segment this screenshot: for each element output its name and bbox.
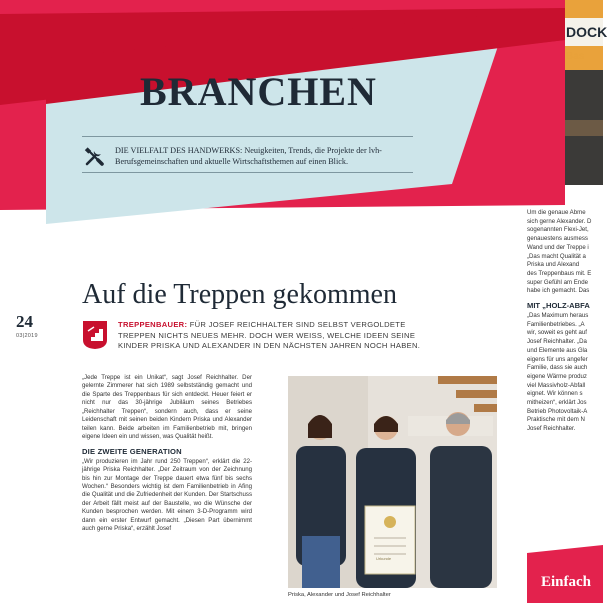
certificate-label: Urkunde — [376, 556, 392, 561]
subtitle-rule-top — [82, 136, 413, 137]
column-line: Josef Reichhalter. — [527, 425, 576, 433]
column-subheading: MIT „HOLZ-ABFA — [527, 301, 590, 311]
column-line: und Elemente aus Gla — [527, 346, 588, 354]
ad-photo-detail — [565, 120, 603, 136]
body-paragraph: „Jede Treppe ist ein Unikat“, sagt Josef Reichhalter. Der gelernte Zimmerer hat sich 1989 selbstständig gemacht und die Sparte des Treppenbaus für sich entdeckt. Heuer feiert er nicht nur das 30-jährige Jubiläum seines Betriebes „Reichhalter Treppen“, sondern auch, dass er seine Leidenschaft mit seinen beiden Kindern Priska und Alexander teilen kann. Beide arbeiten im Familienbetrieb mit, bringen eigene Ideen ein und wissen, was Qualität heißt. — [82, 374, 252, 441]
tools-icon — [84, 147, 104, 167]
article-kicker: TREPPENBAUER: — [118, 320, 188, 329]
column-line: sich gerne Alexander. D — [527, 217, 592, 225]
column-line: eignet. Wir können s — [527, 390, 583, 398]
stairs-icon — [82, 320, 108, 350]
column-line: Um die genaue Abme — [527, 209, 586, 216]
article-intro — [118, 320, 428, 352]
page-number: 24 — [16, 312, 33, 331]
column-line: Familie, dass sie auch — [527, 364, 588, 372]
column-line: eigene Wärme produz — [527, 372, 587, 380]
article-body-column — [82, 374, 252, 534]
column-line: Praktische mit dem N — [527, 416, 585, 424]
ad-headline: Einfach — [541, 574, 592, 590]
ad-logo-text: DOCK — [566, 24, 607, 40]
subtitle-rule-bottom — [82, 172, 413, 173]
column-line: mitheizen“, erklärt Jos — [527, 399, 587, 407]
article-photo — [288, 376, 497, 588]
body-paragraph: „Wir produzieren im Jahr rund 250 Treppen“, erklärt die 22-jährige Priska Reichhalter. „Der Zeitraum von der Zeichnung bis hin zur Montage der Treppe dauert etwa fünf bis sechs Wochen.“ Besonders wichtig ist dem Familienbetrieb in Afing die Qualität und die Zufriedenheit der Kunden. Der Startschuss der Arbeit fällt meist auf der Baustelle, wo die Wünsche der Kunden besprochen werden. Mit einem 3-D-Programm wird dann ein erster Entwurf gemacht. „Diesen Part übernimmt auch gerne Priska“, erzählt Josef — [82, 457, 252, 533]
intro-text: FÜR JOSEF REICHHALTER SIND SELBST VERGOLDETE TREPPEN NICHTS NEUES MEHR. DOCH WER WEISS, WELCHE IDEEN SEINE KINDER PRISKA UND ALEXANDER IN DEN NÄCHSTEN JAHREN NOCH HABEN. — [118, 320, 421, 350]
issue-label: 03|2019 — [16, 333, 38, 339]
body-subheading: DIE ZWEITE GENERATION — [82, 446, 182, 456]
column-line: „Das Maximum heraus — [527, 312, 589, 320]
continued-column — [527, 209, 607, 434]
column-line: Betrieb Photovoltaik-A — [527, 407, 588, 415]
column-line: genauestens ausmess — [527, 235, 588, 243]
column-line: sogenannten Flexi-Jet, — [527, 226, 589, 234]
column-line: wir, soweit es geht auf — [527, 329, 587, 337]
column-line: „Das macht Qualität a — [527, 252, 586, 260]
column-line: des Treppenbaus mit. E — [527, 269, 592, 277]
ad-logo-subtext: Bas — [566, 51, 585, 62]
column-line: habe ich gemacht. Das — [527, 287, 590, 295]
photo-caption: Priska, Alexander und Josef Reichhalter — [288, 592, 391, 598]
section-title: BRANCHEN — [140, 69, 377, 114]
column-line: Familienbetriebes. „A — [527, 320, 585, 328]
column-line: Josef Reichhalter. „Da — [527, 338, 587, 346]
column-line: super Gefühl am Ende — [527, 278, 588, 286]
column-line: viel Massivholz-Abfall — [527, 381, 586, 389]
section-subtitle: DIE VIELFALT DES HANDWERKS: Neuigkeiten, Trends, die Projekte der lvh-Berufsgemeinschaften und aktuelle Wirtschaftsthemen auf einen Blick. — [115, 146, 382, 166]
article-headline: Auf die Treppen gekommen — [82, 279, 397, 310]
column-line: eigens für uns angefer — [527, 355, 588, 363]
column-line: Wand und der Treppe i — [527, 243, 589, 251]
column-line: Priska und Alexand — [527, 261, 580, 269]
